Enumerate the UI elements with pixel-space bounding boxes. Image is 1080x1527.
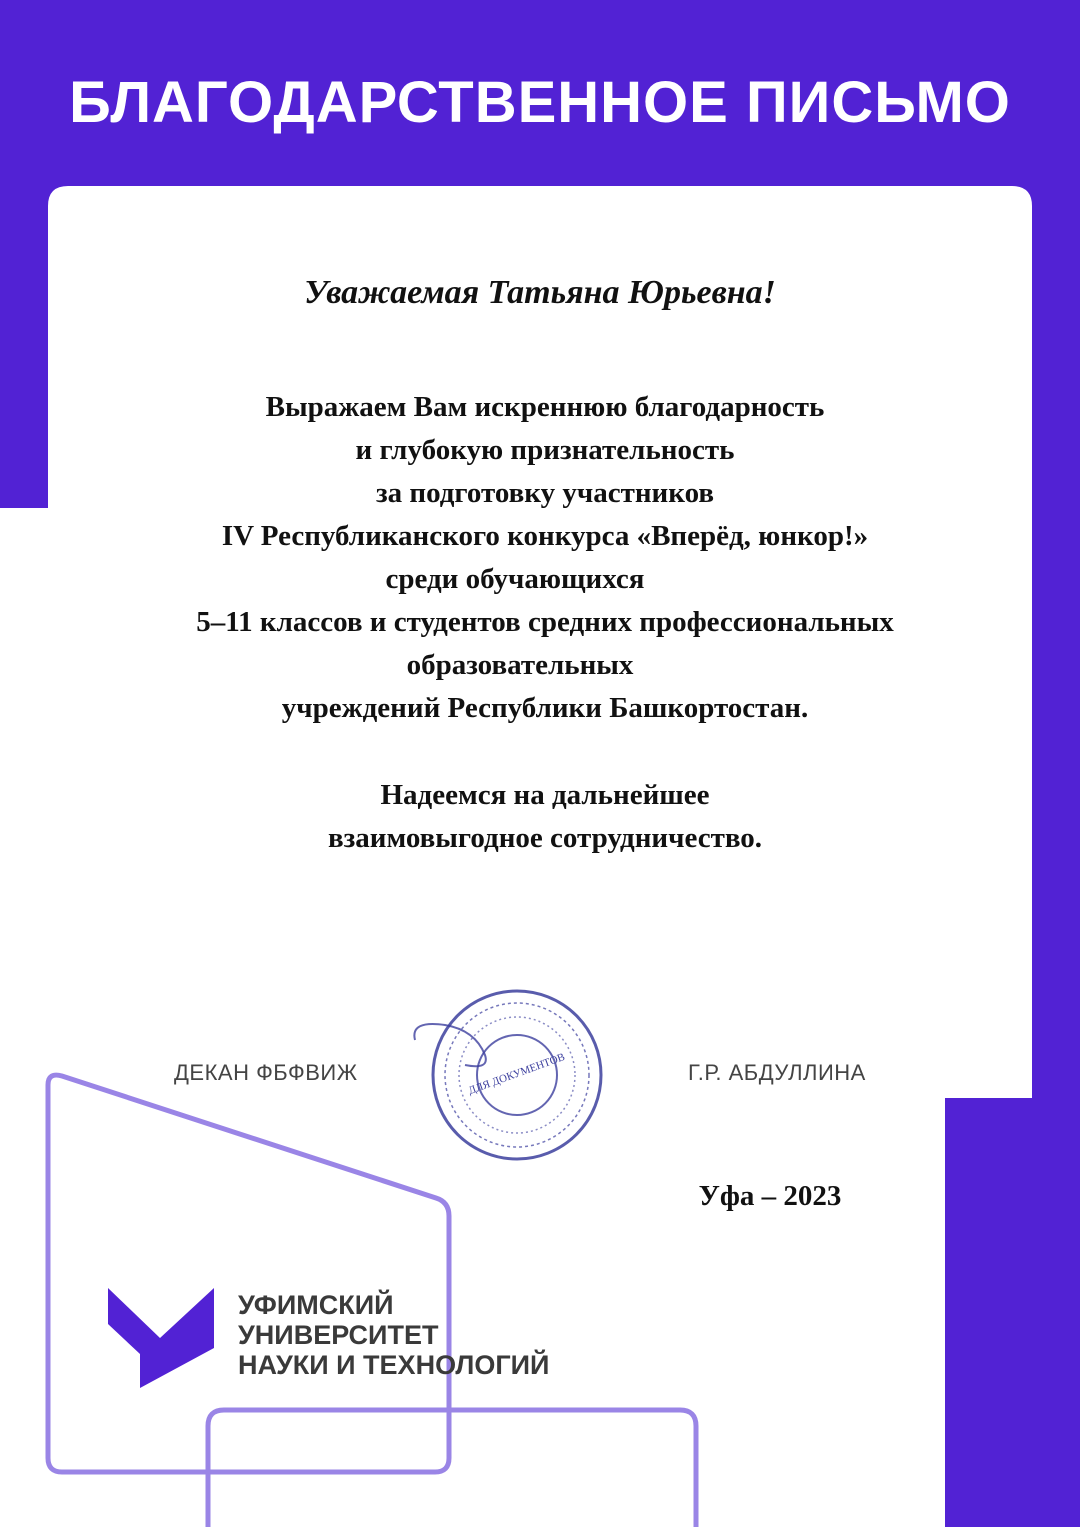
- body-line: образовательных: [406, 649, 634, 681]
- document-title: БЛАГОДАРСТВЕННОЕ ПИСЬМО: [69, 70, 1011, 135]
- letter-body: [90, 386, 1000, 730]
- body-line: среди обучающихся: [385, 563, 645, 595]
- body-line: за подготовку участников: [375, 477, 715, 509]
- body-line: IV Республиканского конкурса «Вперёд, юнкор!»: [221, 520, 869, 552]
- university-name: [238, 1290, 549, 1380]
- university-logo-icon: [108, 1288, 218, 1388]
- letter-closing: [90, 774, 1000, 860]
- university-name-line: УФИМСКИЙ: [238, 1290, 394, 1320]
- signatory-position: ДЕКАН ФБФВИЖ: [174, 1060, 358, 1085]
- body-line: Выражаем Вам искреннюю благодарность: [265, 391, 825, 423]
- official-stamp: [405, 985, 625, 1165]
- stamp-text: ДЛЯ ДОКУМЕНТОВ: [466, 1051, 567, 1098]
- closing-line: взаимовыгодное сотрудничество.: [327, 822, 763, 854]
- closing-line: Надеемся на дальнейшее: [380, 779, 710, 811]
- body-line: учреждений Республики Башкортостан.: [281, 692, 809, 724]
- salutation: Уважаемая Татьяна Юрьевна!: [304, 274, 776, 311]
- body-line: и глубокую признательность: [355, 434, 735, 466]
- university-name-line: НАУКИ И ТЕХНОЛОГИЙ: [238, 1350, 550, 1380]
- signatory-name: Г.Р. АБДУЛЛИНА: [688, 1060, 866, 1085]
- university-name-line: УНИВЕРСИТЕТ: [238, 1320, 439, 1350]
- body-line: 5–11 классов и студентов средних профессиональных: [196, 606, 894, 638]
- place-date: Уфа – 2023: [698, 1180, 842, 1212]
